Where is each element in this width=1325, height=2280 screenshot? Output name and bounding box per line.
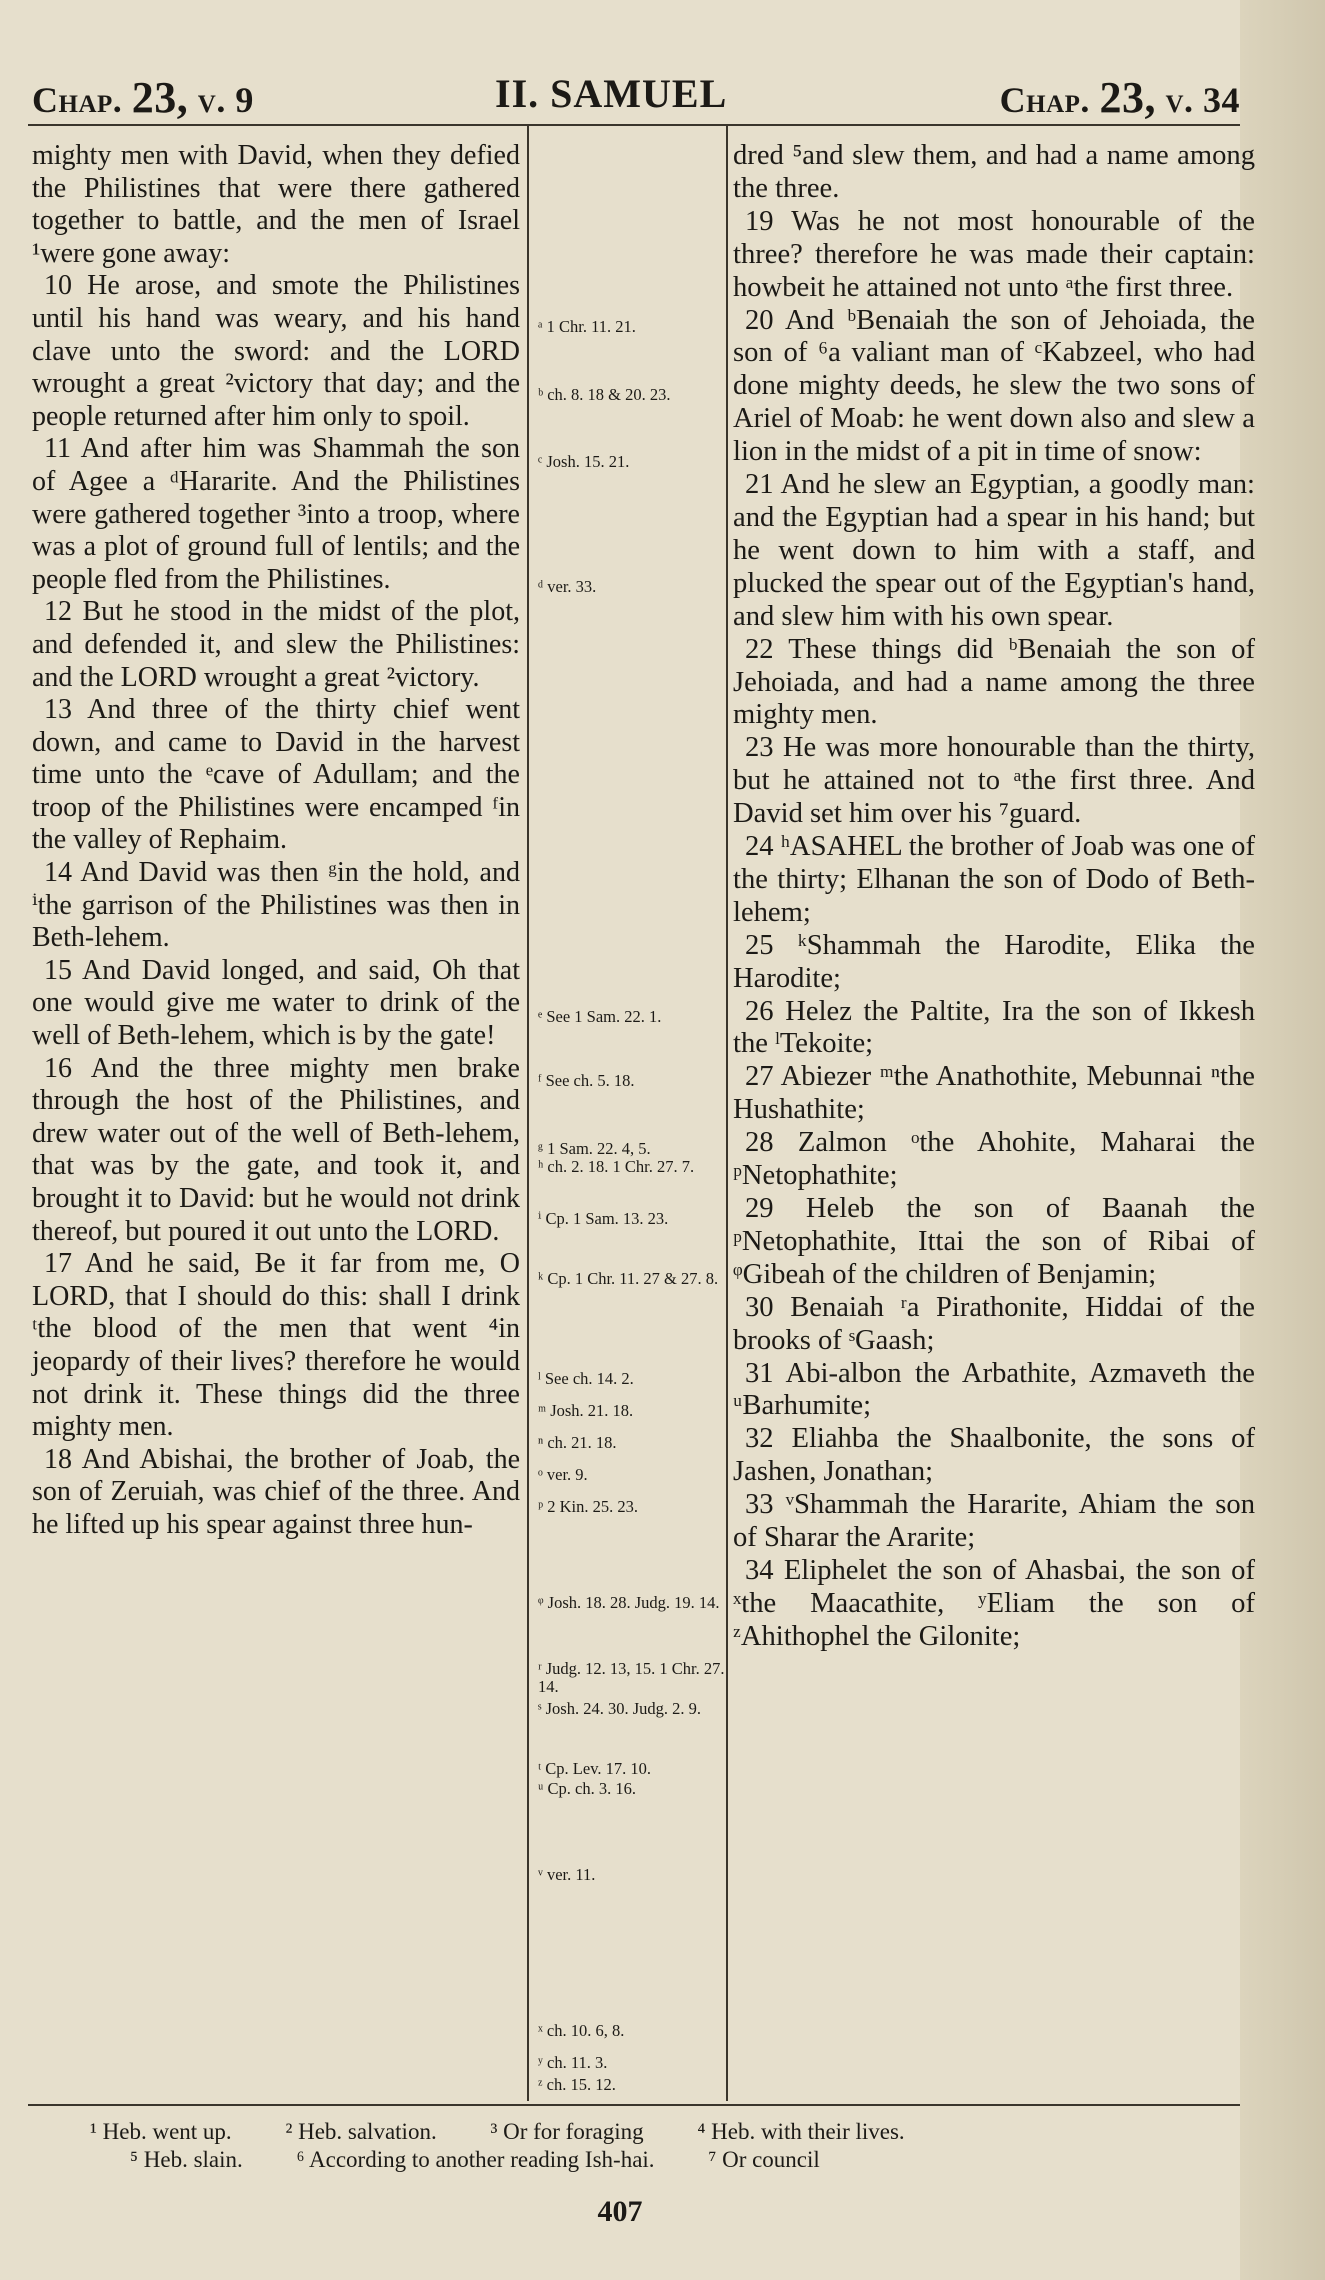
cross-ref: ᵉ See 1 Sam. 22. 1. [538, 1007, 662, 1026]
verse: 15 And David longed, and said, Oh that one would give me water to drink of the well of Beth-lehem, which is by the gate! [32, 954, 520, 1052]
page-number: 407 [597, 2195, 643, 2228]
verse: 19 Was he not most honourable of the three? therefore he was made their captain: howbeit he attained not unto ᵃthe first three. [733, 205, 1255, 303]
cross-ref: ᵏ Cp. 1 Chr. 11. 27 & 27. 8. [538, 1269, 719, 1288]
verse: mighty men with David, when they defied the Philistines that were there gathered together to battle, and the men of Israel ¹were gone away: [32, 140, 520, 269]
verse: 11 And after him was Shammah the son of Agee a ᵈHararite. And the Philistines were gathered together ³into a troop, where was a plot of ground full of lentils; and the people fled from the Philistines. [32, 433, 520, 595]
verse: 10 He arose, and smote the Philistines until his hand was weary, and his hand clave unto the sword: and the LORD wrought a great ²victory that day; and the people returned after him only to spoil. [32, 270, 520, 432]
cross-ref: ᵇ ch. 8. 18 & 20. 23. [538, 385, 671, 404]
header-rule [28, 124, 1240, 126]
verse: 32 Eliahba the Shaalbonite, the sons of Jashen, Jonathan; [733, 1423, 1255, 1488]
cross-ref: ᵍ 1 Sam. 22. 4, 5. [538, 1139, 651, 1158]
running-header [0, 62, 1325, 122]
column-rule-left [527, 126, 529, 2101]
footnote: ⁴ Heb. with their lives. [697, 2119, 905, 2144]
cross-ref: ⁱ Cp. 1 Sam. 13. 23. [538, 1209, 669, 1228]
footnote: ³ Or for foraging [490, 2119, 644, 2144]
cross-ref: ᵠ Josh. 18. 28. Judg. 19. 14. [538, 1593, 720, 1612]
cross-ref: ⁿ ch. 21. 18. [538, 1433, 617, 1452]
verse: 24 ʰASAHEL the brother of Joab was one of the thirty; Elhanan the son of Dodo of Beth-lehem; [733, 831, 1255, 928]
footnote: ² Heb. salvation. [285, 2119, 437, 2144]
cross-ref: ᵖ 2 Kin. 25. 23. [538, 1497, 639, 1516]
footnotes [90, 2118, 1240, 2174]
header-right: Chap. 23, v. 34 [999, 73, 1240, 122]
verse: 18 And Abishai, the brother of Joab, the son of Zeruiah, was chief of the three. And he lifted up his spear against three hun- [32, 1443, 520, 1540]
cross-ref: ˢ Josh. 24. 30. Judg. 2. 9. [538, 1699, 702, 1718]
cross-ref: ᵗ Cp. Lev. 17. 10. [538, 1759, 651, 1778]
cross-ref: ᵛ ver. 11. [538, 1865, 596, 1884]
cross-ref: ᵘ Cp. ch. 3. 16. [538, 1779, 636, 1798]
verse: 26 Helez the Paltite, Ira the son of Ikkesh the ˡTekoite; [733, 995, 1255, 1060]
verse: dred ⁵and slew them, and had a name among the three. [733, 140, 1255, 204]
verse: 27 Abiezer ᵐthe Anathothite, Mebunnai ⁿthe Hushathite; [733, 1061, 1255, 1126]
cross-ref: ᶠ See ch. 5. 18. [538, 1071, 635, 1090]
verse: 33 ᵛShammah the Hararite, Ahiam the son of Sharar the Ararite; [733, 1489, 1255, 1554]
cross-ref: ᵃ 1 Chr. 11. 21. [538, 317, 636, 336]
cross-ref: ʰ ch. 2. 18. 1 Chr. 27. 7. [538, 1157, 695, 1176]
cross-ref: ˡ See ch. 14. 2. [538, 1369, 634, 1388]
cross-ref: ᶻ ch. 15. 12. [538, 2075, 616, 2094]
cross-ref: ᶜ Josh. 15. 21. [538, 452, 630, 471]
header-left: Chap. 23, v. 9 [32, 73, 254, 122]
verse: 20 And ᵇBenaiah the son of Jehoiada, the son of ⁶a valiant man of ᶜKabzeel, who had done mighty deeds, he slew the two sons of Ariel of Moab: he went down also and slew a lion in the midst of a pit in time of snow: [733, 304, 1255, 468]
text-column-left [32, 140, 520, 1542]
cross-ref: ᵐ Josh. 21. 18. [538, 1401, 634, 1420]
footnote: ¹ Heb. went up. [90, 2119, 232, 2144]
cross-reference-column [532, 140, 734, 2094]
verse: 23 He was more honourable than the thirty, but he attained not to ᵃthe first three. And David set him over his ⁷guard. [733, 732, 1255, 830]
verse: 31 Abi-albon the Arbathite, Azmaveth the ᵘBarhumite; [733, 1357, 1255, 1422]
verse: 12 But he stood in the midst of the plot, and defended it, and slew the Philistines: and the LORD wrought a great ²victory. [32, 596, 520, 693]
verse: 34 Eliphelet the son of Ahasbai, the son of ˣthe Maacathite, ʸEliam the son of ᶻAhithophel the Gilonite; [733, 1554, 1255, 1652]
verse: 13 And three of the thirty chief went down, and came to David in the harvest time unto the ᵉcave of Adullam; and the troop of the Philistines were encamped ᶠin the valley of Rephaim. [32, 694, 520, 856]
book-title: II. SAMUEL [495, 71, 728, 116]
footnote: ⁵ Heb. slain. [130, 2147, 243, 2172]
text-column-right [733, 140, 1255, 1654]
verse: 25 ᵏShammah the Harodite, Elika the Harodite; [733, 929, 1255, 994]
verse: 14 And David was then ᵍin the hold, and ⁱthe garrison of the Philistines was then in Beth-lehem. [32, 857, 520, 954]
verse: 21 And he slew an Egyptian, a goodly man: and the Egyptian had a spear in his hand; but he went down to him with a staff, and plucked the spear out of the Egyptian's hand, and slew him with his own spear. [733, 469, 1255, 632]
verse: 30 Benaiah ʳa Pirathonite, Hiddai of the brooks of ˢGaash; [733, 1291, 1255, 1356]
footnote: ⁶ According to another reading Ish-hai. [296, 2147, 655, 2172]
verse: 17 And he said, Be it far from me, O LORD, that I should do this: shall I drink ᵗthe blood of the men that went ⁴in jeopardy of their lives? therefore he would not drink it. These things did the three mighty men. [32, 1248, 520, 1443]
cross-ref: ᵒ ver. 9. [538, 1465, 588, 1484]
verse: 16 And the three mighty men brake through the host of the Philistines, and drew water out of the well of Beth-lehem, that was by the gate, and took it, and brought it to David: but he would not drink thereof, but poured it out unto the LORD. [32, 1052, 520, 1247]
verse: 22 These things did ᵇBenaiah the son of Jehoiada, and had a name among the three mighty men. [733, 633, 1255, 731]
verse: 28 Zalmon ᵒthe Ahohite, Maharai the ᵖNetophathite; [733, 1127, 1255, 1192]
cross-ref: ˣ ch. 10. 6, 8. [538, 2021, 625, 2040]
cross-ref: ʸ ch. 11. 3. [538, 2053, 608, 2072]
cross-ref: ᵈ ver. 33. [538, 577, 597, 596]
cross-ref: ʳ Judg. 12. 13, 15. 1 Chr. 27. 14. [538, 1659, 725, 1696]
footnote: ⁷ Or council [708, 2147, 820, 2172]
footer-rule [28, 2104, 1240, 2106]
verse: 29 Heleb the son of Baanah the ᵖNetophathite, Ittai the son of Ribai of ᵠGibeah of the children of Benjamin; [733, 1193, 1255, 1290]
